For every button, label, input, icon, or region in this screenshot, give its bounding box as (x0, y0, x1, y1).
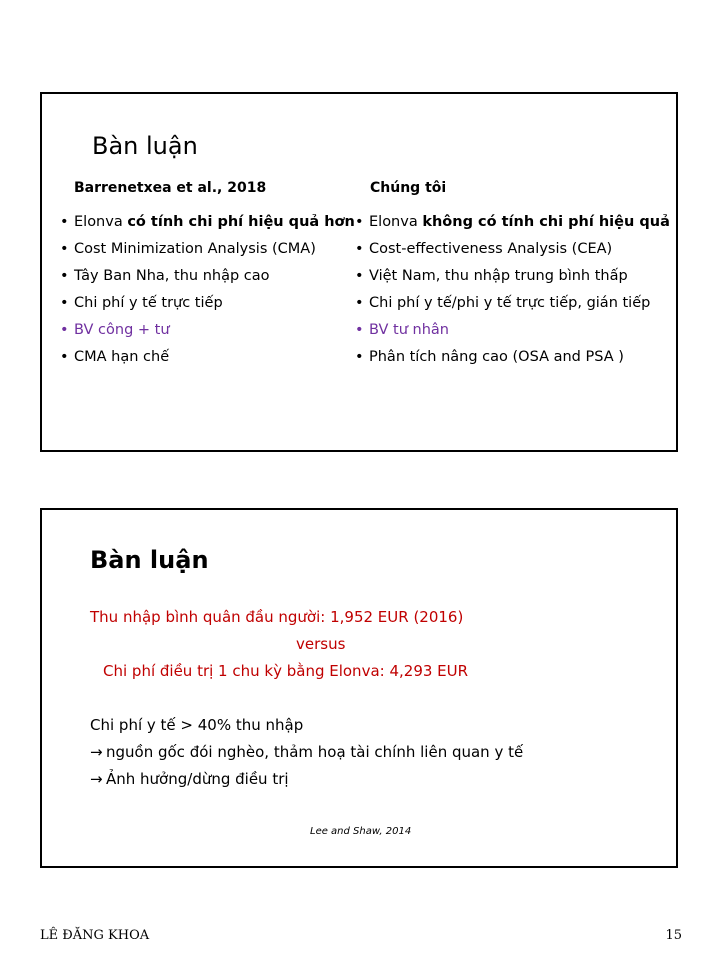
arrow-right-icon: → (90, 743, 103, 761)
item-text: Chi phí y tế/phi y tế trực tiếp, gián tiếp (369, 295, 651, 311)
bullet-icon: • (355, 349, 364, 365)
right-bullet-list (355, 212, 675, 374)
consequence-line-2 (90, 770, 289, 788)
footer-author: LÊ ĐĂNG KHOA (40, 928, 150, 943)
list-item (60, 239, 360, 266)
page-number: 15 (665, 928, 682, 943)
item-text: BV tư nhân (369, 322, 449, 338)
bullet-icon: • (355, 214, 364, 230)
item-text: CMA hạn chế (74, 349, 170, 365)
item-text: BV công + tư (74, 322, 170, 338)
item-text: Việt Nam, thu nhập trung bình thấp (369, 268, 628, 284)
health-cost-line: Chi phí y tế > 40% thu nhập (90, 716, 304, 734)
income-line: Thu nhập bình quân đầu người: 1,952 EUR (2016) (90, 608, 464, 626)
left-bullet-list (60, 212, 360, 374)
citation: Lee and Shaw, 2014 (310, 826, 412, 837)
bullet-icon: • (60, 268, 69, 284)
bullet-icon: • (60, 349, 69, 365)
list-item (60, 320, 360, 347)
arrow-right-icon: → (90, 770, 103, 788)
item-text: Chi phí y tế trực tiếp (74, 295, 223, 311)
item-text: Tây Ban Nha, thu nhập cao (74, 268, 270, 284)
item-text: Cost Minimization Analysis (CMA) (74, 241, 316, 257)
list-item (355, 266, 675, 293)
item-text: Elonva (74, 214, 128, 230)
item-bold-text: không có tính chi phí hiệu quả (422, 214, 670, 230)
bullet-icon: • (355, 268, 364, 284)
bullet-icon: • (355, 322, 364, 338)
slide-1-title: Bàn luận (92, 132, 198, 160)
versus-text: versus (296, 635, 346, 653)
cost-line: Chi phí điều trị 1 chu kỳ bằng Elonva: 4,293 EUR (103, 662, 469, 680)
bullet-icon: • (60, 322, 69, 338)
left-column-heading: Barrenetxea et al., 2018 (74, 180, 267, 196)
slide-2 (40, 508, 678, 868)
bullet-icon: • (60, 241, 69, 257)
right-column-heading: Chúng tôi (370, 180, 447, 196)
item-text: Cost-effectiveness Analysis (CEA) (369, 241, 613, 257)
consequence-line-1 (90, 743, 523, 761)
bullet-icon: • (355, 295, 364, 311)
item-text: Phân tích nâng cao (OSA and PSA ) (369, 349, 624, 365)
list-item (355, 212, 675, 239)
list-item (60, 293, 360, 320)
list-item (60, 347, 360, 374)
list-item (355, 293, 675, 320)
list-item (355, 347, 675, 374)
list-item (355, 320, 675, 347)
consequence-text: Ảnh hưởng/dừng điều trị (106, 770, 289, 788)
item-bold-text: có tính chi phí hiệu quả hơn (127, 214, 355, 230)
item-text: Elonva (369, 214, 423, 230)
slide-2-title: Bàn luận (90, 546, 209, 574)
consequence-text: nguồn gốc đói nghèo, thảm hoạ tài chính liên quan y tế (106, 743, 524, 761)
list-item (355, 239, 675, 266)
bullet-icon: • (355, 241, 364, 257)
list-item (60, 266, 360, 293)
bullet-icon: • (60, 214, 69, 230)
slide-1 (40, 92, 678, 452)
bullet-icon: • (60, 295, 69, 311)
list-item (60, 212, 360, 239)
